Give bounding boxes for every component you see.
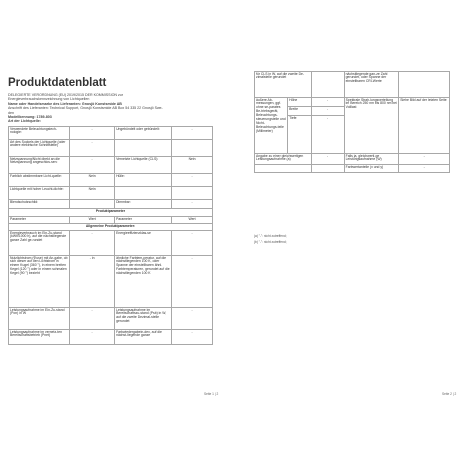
table-cell: -	[70, 330, 115, 345]
column-header: Parameter	[115, 217, 172, 224]
table-cell: nächstliegende gan-ze Zahl gerundet, oder Spanne der einstellbaren CRI-Werte	[344, 72, 399, 98]
table-cell: Falls ja, gleichwerti-ge Leistungsaufnahme (W)	[344, 154, 399, 165]
table-cell: Spektrale Strah-lungsverteilung im Bereich 250 nm bis 800 nm bei Volllast	[344, 98, 399, 154]
footnote: (b) "-": nicht zutreffend;	[254, 240, 287, 244]
table-cell: Nein	[172, 157, 213, 174]
page-title: Produktdatenblatt	[8, 77, 107, 89]
table-cell: -	[399, 165, 450, 173]
column-header: Parameter	[9, 217, 70, 224]
table-cell: Leistungsaufnahme im Ein-Zu-stand (Pon) in W	[9, 308, 70, 330]
table-cell: -	[311, 116, 344, 154]
intro-block	[8, 93, 213, 124]
product-table	[8, 126, 213, 345]
table-cell: Hülle:	[115, 174, 172, 187]
table-cell	[70, 200, 115, 209]
datasheet-page-2	[236, 56, 464, 406]
table-cell: ähnliche Farbtem-peratur, auf die nächstliegenden 100 K, oder Spanne der einstellbaren ähnl. Farbtemperaturen, gerundet auf die nächstliegenden 100 K	[115, 256, 172, 308]
table-cell: Tiefe	[288, 116, 311, 154]
table-cell: Farbwertanteile (x und y)	[344, 165, 399, 173]
table-cell: Blendschutzschild:	[9, 200, 70, 209]
table-cell: Verwendete Beleuchtungstech-nologie:	[9, 127, 70, 140]
table-cell: Nein	[70, 174, 115, 187]
table-cell: - in	[70, 256, 115, 308]
table-cell: -	[70, 231, 115, 256]
table-cell: Angabe zu einer gleichwertigen Leistungsaufnahme (a)	[255, 154, 312, 165]
table-cell: Nein	[70, 187, 115, 200]
intro-line: den	[8, 110, 14, 115]
params-header: Produktparameter	[9, 209, 213, 217]
column-header: Wert	[172, 217, 213, 224]
table-cell: -	[172, 231, 213, 256]
intro-line: Anschrift des Lieferanten: Technical Support, Gnosjö Konstsmide AB Box 54 335 22 Gnosjö Swe-	[8, 106, 163, 111]
table-cell: Leistungsaufnahme im vernetz-ten Bereitschaftsbetrieb (Pnet)	[9, 330, 70, 345]
table-cell: Vernetzte Lichtquelle (CLS):	[115, 157, 172, 174]
table-cell	[311, 72, 344, 98]
column-header: Wert	[70, 217, 115, 224]
intro-line: Energieverbrauchskennzeichnung von Lichtquellen	[8, 97, 90, 102]
table-cell: Netzspannung/Nicht direkt an die Netzspannung angeschlos-sen:	[9, 157, 70, 174]
table-cell: -	[172, 200, 213, 209]
table-cell: Art des Sockels der Lichtquelle (oder andere elektrische Schnittstelle)	[9, 140, 70, 157]
table-cell: Nutzlichtstrom (Φuse) mit An-gabe, ob sich dieser auf den Lichtstrom in einem Kugel (360 °), in einem breiten Kegel (120 °) oder in einem schmalen Kegel (90 °) bezieht	[9, 256, 70, 308]
table-cell: Höhe	[288, 98, 311, 107]
table-cell: -	[70, 140, 115, 157]
table-cell: Energieeffizienzklas-se	[115, 231, 172, 256]
table-cell: Breite	[288, 107, 311, 116]
table-cell: Farbwiedergabein-dex, auf die nächst-liegende ganze	[115, 330, 172, 345]
table-cell: Energieverbrauch im Ein-Zu-stand (kWh/1000 h), auf die nächstliegende ganze Zahl ge-rundet	[9, 231, 70, 256]
intro-line: Art der Lichtquelle:	[8, 119, 41, 124]
table-cell: Ungebündelt oder gebündelt:	[115, 127, 172, 140]
table-cell: Leistungsaufnahme im Bereitschaftszu-stand (Psb) in W, auf die zweite Dezimal-stelle gerundet	[115, 308, 172, 330]
table-cell: -	[311, 107, 344, 116]
table-cell: äußere Ab-messungen, ggf. ohne se-parates Be-triebsgerät, Beleuchtungs-steuerungsteile und Nicht-Beleuchtungs-teile (Millimeter)	[255, 98, 288, 154]
table-cell: Lichtquelle mit hoher Leucht-dichte:	[9, 187, 70, 200]
page-footer: Seite 2 | 2	[442, 392, 457, 396]
table-cell: -	[172, 127, 213, 140]
table-cell: -	[311, 98, 344, 107]
table-cell	[255, 165, 312, 173]
table-cell: -	[172, 330, 213, 345]
table-cell: -	[70, 127, 115, 140]
table-cell: -	[172, 174, 213, 187]
table-cell: -	[70, 308, 115, 330]
footnote: (a) "-": nicht zutreffend;	[254, 234, 287, 238]
table-cell: Dimmbar:	[115, 200, 172, 209]
table-cell	[115, 140, 172, 157]
table-cell: Siehe Bild auf der letzten Seite	[399, 98, 450, 154]
table-cell	[311, 165, 344, 173]
table-cell: für CLS in W, auf die zweite De-zimalstelle gerundet	[255, 72, 312, 98]
table-cell: -	[311, 154, 344, 165]
table-cell: -	[399, 154, 450, 165]
table-cell	[172, 140, 213, 157]
intro-line: Name oder Handelsmarke des Lieferanten: Gnosjö Konstsmide AB	[8, 101, 122, 106]
table-cell	[172, 187, 213, 200]
product-table-continued	[254, 71, 450, 173]
table-cell: -	[172, 308, 213, 330]
table-cell: Farblich abstimmbare Licht-quelle:	[9, 174, 70, 187]
table-cell: -	[70, 157, 115, 174]
page-footer: Seite 1 | 2	[204, 392, 219, 396]
intro-line: Modellkennung: 1789-803	[8, 115, 52, 120]
general-header: Allgemeine Produktparameter:	[9, 224, 213, 231]
intro-line: DELEGIERTE VERORDNUNG (EU) 2019/2015 DER KOMMISSION zur	[8, 93, 123, 97]
table-cell: -	[172, 256, 213, 308]
table-cell	[399, 72, 450, 98]
datasheet-page-1	[0, 56, 228, 406]
table-cell	[115, 187, 172, 200]
